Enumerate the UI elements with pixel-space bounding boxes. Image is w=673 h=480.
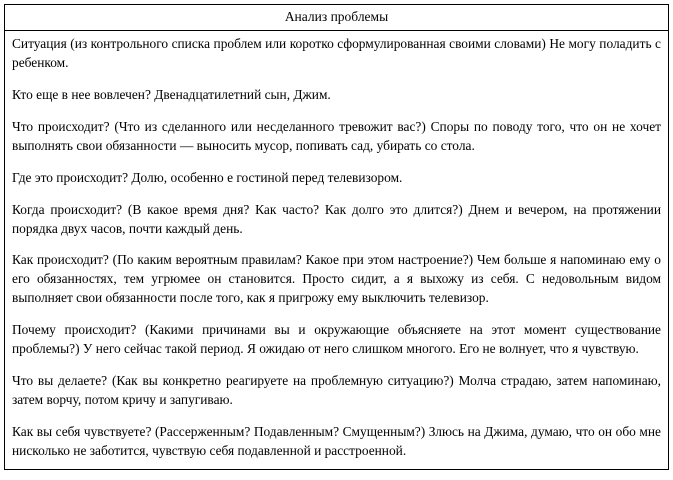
paragraph-what-happens: Что происходит? (Что из сделанного или несделанного тревожит вас?) Споры по поводу того, что он не хочет выполнять свои обязанности — выносить мусор, попивать сад, убирать со стола. (12, 118, 661, 153)
paragraph-why: Почему происходит? (Какими причинами вы и окружающие объясняете на этот момент существование проблемы?) У него сейчас такой период. Я ожидаю от него слишком многого. Его не волнует, что я чувствую. (12, 322, 661, 357)
paragraph-where: Где это происходит? Долю, особенно е гостиной перед телевизором. (12, 169, 403, 185)
paragraph-when: Когда происходит? (В какое время дня? Как часто? Как долго это длится?) Днем и вечером, на протяжении порядка двух часов, почти каждый день. (12, 201, 661, 236)
paragraph-situation: Ситуация (из контрольного списка проблем или коротко сформулированная своими словами) Не могу поладить с ребенком. (12, 36, 661, 71)
problem-analysis-table (4, 4, 669, 470)
paragraph-what-you-do: Что вы делаете? (Как вы конкретно реагируете на проблемную ситуацию?) Молча страдаю, затем напоминаю, затем ворчу, потом кричу и запугиваю. (12, 373, 661, 407)
paragraph-how-you-feel: Как вы себя чувствуете? (Рассерженным? Подавленным? Смущенным?) Злюсь на Джима, думаю, что он обо мне нисколько не заботится, чувствую себя подавленной и расстроенной. (12, 423, 661, 458)
table-body-cell (5, 31, 668, 468)
table-title: Анализ проблемы (5, 5, 668, 31)
paragraph-who-involved: Кто еще в нее вовлечен? Двенадцатилетний сын, Джим. (12, 87, 331, 103)
paragraph-how: Как происходит? (По каким вероятным правилам? Какое при этом настроение?) Чем больше я напоминаю ему о его обязанностях, тем угрюмее он становится. Просто сидит, а я выхожу из себя. С недовольным видом выполняет свои обязанности после того, как я пригрожу ему выключить телевизор. (12, 252, 661, 306)
